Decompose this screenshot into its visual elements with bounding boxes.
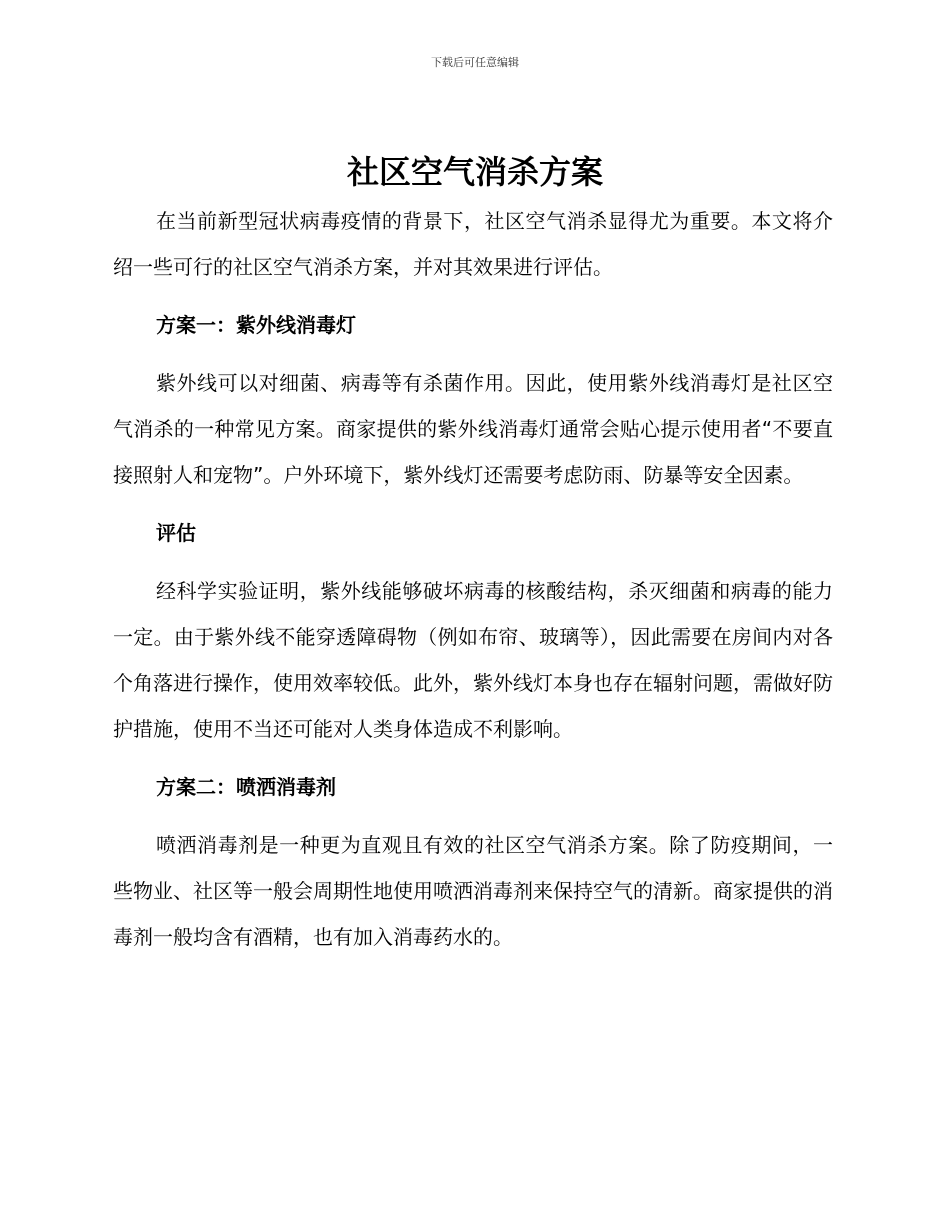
intro-paragraph: 在当前新型冠状病毒疫情的背景下，社区空气消杀显得尤为重要。本文将介绍一些可行的社区空气消杀方案，并对其效果进行评估。 [113, 209, 833, 279]
evaluation-heading: 评估 [156, 521, 196, 545]
document-body [113, 198, 833, 960]
document-title: 社区空气消杀方案 [346, 153, 603, 191]
evaluation-paragraph: 经科学实验证明，紫外线能够破坏病毒的核酸结构，杀灭细菌和病毒的能力一定。由于紫外线不能穿透障碍物（例如布帘、玻璃等），因此需要在房间内对各个角落进行操作，使用效率较低。此外，紫外线灯本身也存在辐射问题，需做好防护措施，使用不当还可能对人类身体造成不利影响。 [113, 579, 833, 741]
plan2-heading: 方案二：喷洒消毒剂 [156, 775, 336, 799]
plan1-heading: 方案一：紫外线消毒灯 [156, 313, 356, 337]
header-note: 下载后可任意编辑 [431, 56, 519, 69]
plan2-paragraph: 喷洒消毒剂是一种更为直观且有效的社区空气消杀方案。除了防疫期间，一些物业、社区等一般会周期性地使用喷洒消毒剂来保持空气的清新。商家提供的消毒剂一般均含有酒精，也有加入消毒药水的。 [113, 833, 833, 949]
plan1-paragraph: 紫外线可以对细菌、病毒等有杀菌作用。因此，使用紫外线消毒灯是社区空气消杀的一种常见方案。商家提供的紫外线消毒灯通常会贴心提示使用者“不要直接照射人和宠物”。户外环境下，紫外线灯还需要考虑防雨、防暴等安全因素。 [113, 371, 833, 487]
